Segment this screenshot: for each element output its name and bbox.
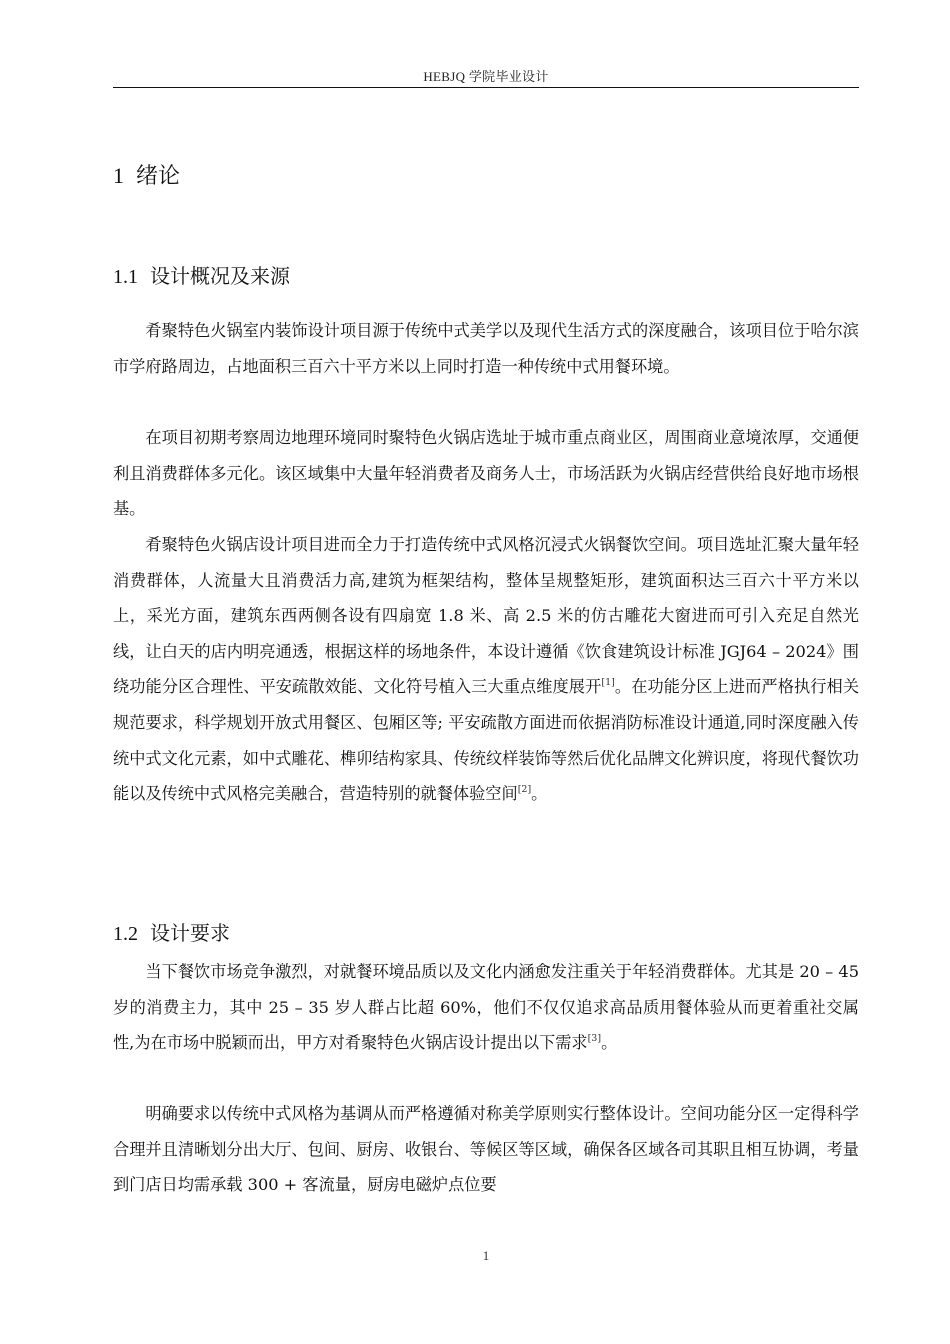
section-heading-1-2	[113, 918, 230, 949]
paragraph-text: 。在功能分区上进而严格执行相关规范要求，科学规划开放式用餐区、包厢区等; 平安疏散方面进而依据消防标准设计通道,同时深度融入传统中式文化元素，如中式雕花、榫卯结构家具、传统纹样装饰等然后优化品牌文化辨识度，将现代餐饮功能以及传统中式风格完美融合，营造特别的就餐体验空间	[113, 677, 860, 804]
paragraph-text: 。	[601, 1033, 618, 1053]
citation-link[interactable]: [1]	[601, 677, 615, 689]
chapter-number: 1	[113, 163, 124, 188]
paragraph-text: 当下餐饮市场竞争激烈，对就餐环境品质以及文化内涵愈发注重关于年轻消费群体。尤其是 20 – 45 岁的消费主力，其中 25 – 35 岁人群占比超 60%，他们不仅仅追求高品质用餐体验从而更着重社交属性,为在市场中脱颖而出，甲方对肴聚特色火锅店设计提出以下需求	[113, 962, 859, 1053]
chapter-heading	[113, 160, 180, 193]
chapter-title: 绪论	[136, 164, 181, 189]
body-paragraph: 明确要求以传统中式风格为基调从而严格遵循对称美学原则实行整体设计。空间功能分区一定得科学合理并且清晰划分出大厅、包间、厨房、收银台、等候区等区域，确保各区域各司其职且相互协调，考量到门店日均需承载 300 + 客流量，厨房电磁炉点位要	[113, 1104, 859, 1195]
page-number: 1	[482, 1248, 490, 1263]
section-number: 1.2	[113, 923, 138, 945]
citation-link[interactable]: [3]	[587, 1033, 602, 1045]
paragraph-text: 肴聚特色火锅店设计项目进而全力于打造传统中式风格沉浸式火锅餐饮空间。项目选址汇聚大量年轻消费群体，人流量大且消费活力高,建筑为框架结构，整体呈规整矩形，建筑面积达三百六十平方米以上，采光方面，建筑东西两侧各设有四扇宽 1.8 米、高 2.5 米的仿古雕花大窗进而可引入充足自然光线，让白天的店内明亮通透，根据这样的场地条件，本设计遵循《饮食建筑设计标准 JGJ64 – 2024》围绕功能分区合理性、平安疏散效能、文化符号植入三大重点维度展开	[113, 535, 859, 697]
paragraph-text: 。	[531, 784, 548, 804]
body-paragraph: 肴聚特色火锅室内装饰设计项目源于传统中式美学以及现代生活方式的深度融合，该项目位于哈尔滨市学府路周边，占地面积三百六十平方米以上同时打造一种传统中式用餐环境。	[113, 321, 859, 376]
body-paragraph	[113, 527, 859, 812]
section-heading-1-1	[113, 261, 290, 292]
section-title: 设计要求	[150, 921, 230, 945]
section-number: 1.1	[113, 266, 138, 288]
body-paragraph	[113, 954, 859, 1061]
running-header-title: HEBJQ 学院毕业设计	[423, 69, 549, 84]
citation-link[interactable]: [2]	[517, 784, 532, 796]
header-rule	[113, 87, 859, 88]
body-paragraph: 在项目初期考察周边地理环境同时聚特色火锅店选址于城市重点商业区，周围商业意境浓厚，交通便利且消费群体多元化。该区域集中大量年轻消费者及商务人士，市场活跃为火锅店经营供给良好地市场根基。	[113, 428, 859, 519]
section-title: 设计概况及来源	[150, 264, 290, 288]
